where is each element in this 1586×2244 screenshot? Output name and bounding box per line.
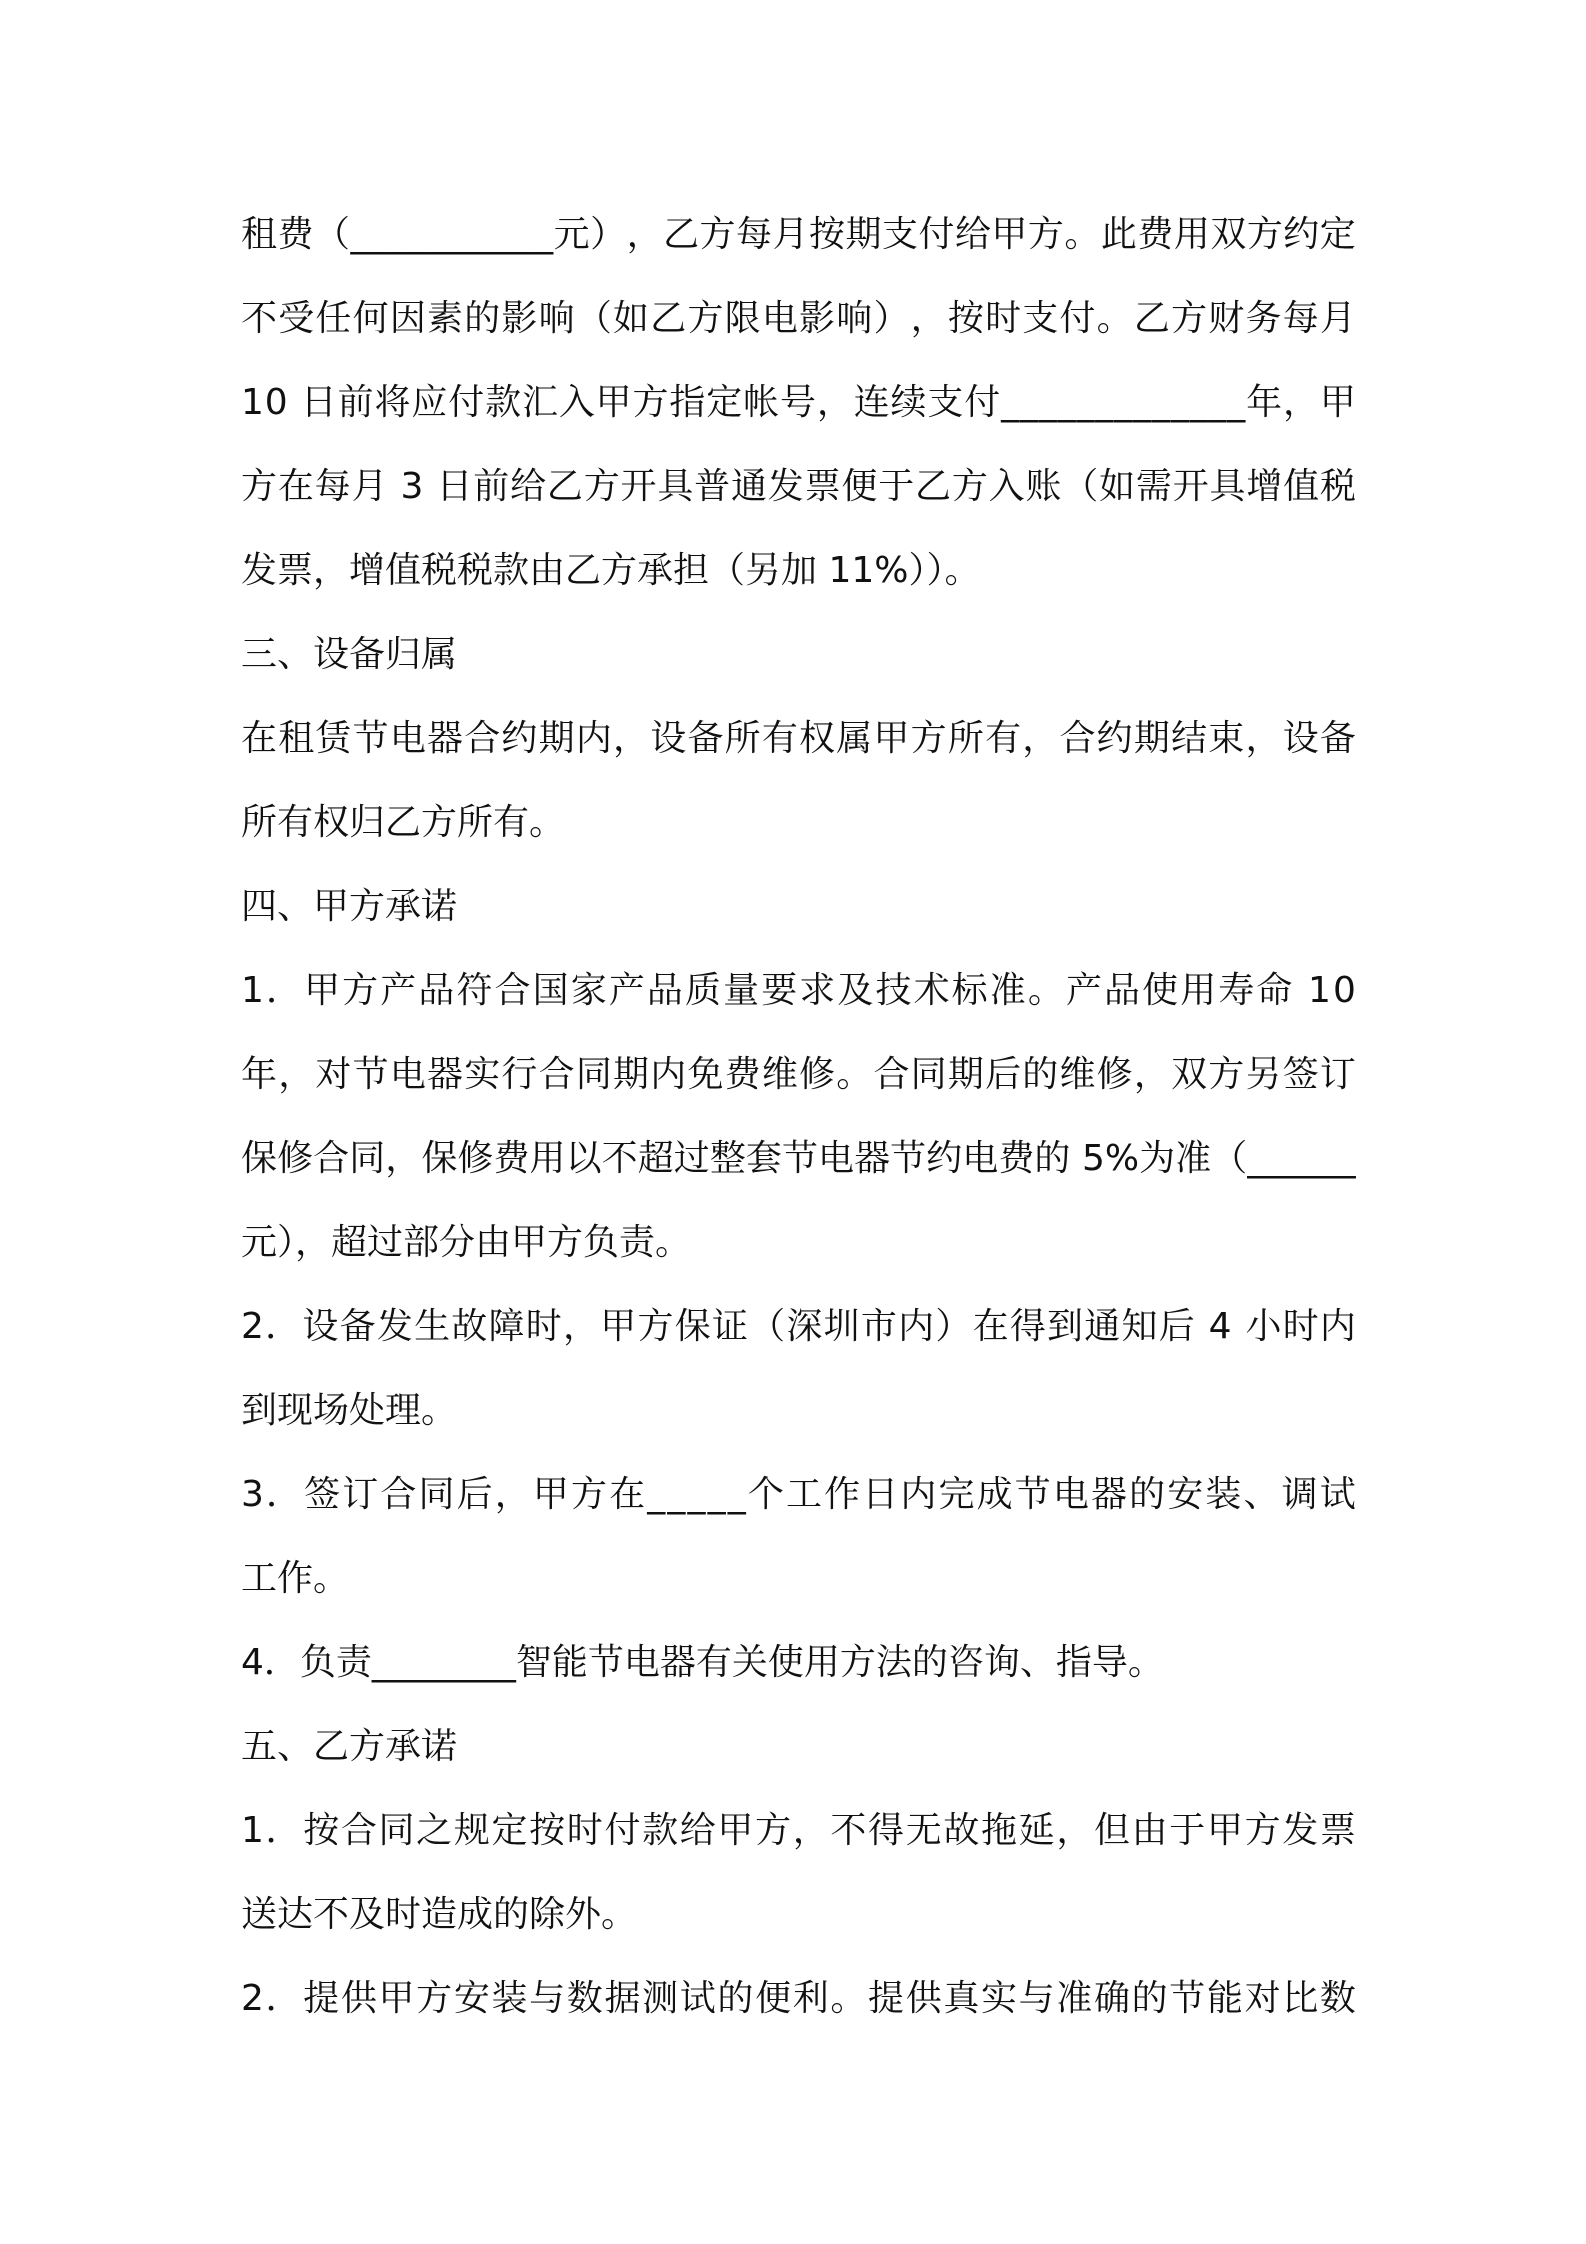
text-line: 不 受 任 何 因 素 的 影 响 （ 如 乙 方 限 电 影 响 ） ， 按 时 支 付 。 乙 方 财 务 每 月: [241, 298, 1356, 339]
text-line: 4．负责________智能节电器有关使用方法的咨询、指导。: [241, 1642, 1164, 1683]
text-line: 租 费 （ _ _ _ _ _ _ _ _ _ _ _ 元 ） ， 乙 方 每 月 按 期 支 付 给 甲 方 。 此 费 用 双 方 约 定: [241, 214, 1356, 255]
section-heading: 三、设备归属: [241, 634, 458, 675]
text-line: 在 租 赁 节 电 器 合 约 期 内 ， 设 备 所 有 权 属 甲 方 所 有 ， 合 约 期 结 束 ， 设 备: [241, 718, 1356, 759]
text-line: 3 ． 签 订 合 同 后 ， 甲 方 在 _ _ _ _ _ 个 工 作 日 内 完 成 节 电 器 的 安 装 、 调 试: [241, 1474, 1356, 1515]
text-line: 元），超过部分由甲方负责。: [241, 1222, 692, 1263]
text-line: 所有权归乙方所有。: [241, 802, 566, 843]
text-line: 2 ． 提 供 甲 方 安 装 与 数 据 测 试 的 便 利 。 提 供 真 实 与 准 确 的 节 能 对 比 数: [241, 1978, 1356, 2019]
text-line: 保 修 合 同 ， 保 修 费 用 以 不 超 过 整 套 节 电 器 节 约 电 费 的 5 % 为 准 （ _ _ _ _ _ _: [241, 1138, 1356, 1179]
text-line: 年 ， 对 节 电 器 实 行 合 同 期 内 免 费 维 修 。 合 同 期 后 的 维 修 ， 双 方 另 签 订: [241, 1054, 1356, 1095]
text-line: 1 0 日 前 将 应 付 款 汇 入 甲 方 指 定 帐 号 ， 连 续 支 付 _ _ _ _ _ _ _ _ _ _ _ _ _ 年 ， 甲: [241, 382, 1356, 423]
text-line: 1 ． 甲 方 产 品 符 合 国 家 产 品 质 量 要 求 及 技 术 标 准 。 产 品 使 用 寿 命 1 0: [241, 970, 1356, 1011]
text-line: 2 ． 设 备 发 生 故 障 时 ， 甲 方 保 证 （ 深 圳 市 内 ） 在 得 到 通 知 后 4 小 时 内: [241, 1306, 1356, 1347]
text-line: 发票，增值税税款由乙方承担（另加 11%））。: [241, 550, 981, 591]
section-heading: 四、甲方承诺: [241, 886, 458, 927]
document-body: [241, 193, 1356, 2041]
text-line: 1 ． 按 合 同 之 规 定 按 时 付 款 给 甲 方 ， 不 得 无 故 拖 延 ， 但 由 于 甲 方 发 票: [241, 1810, 1356, 1851]
text-line: 到现场处理。: [241, 1390, 458, 1431]
section-heading: 五、乙方承诺: [241, 1726, 458, 1767]
text-line: 方 在 每 月 3 日 前 给 乙 方 开 具 普 通 发 票 便 于 乙 方 入 账 （ 如 需 开 具 增 值 税: [241, 466, 1356, 507]
text-line: 工作。: [241, 1558, 350, 1599]
text-line: 送达不及时造成的除外。: [241, 1894, 638, 1935]
